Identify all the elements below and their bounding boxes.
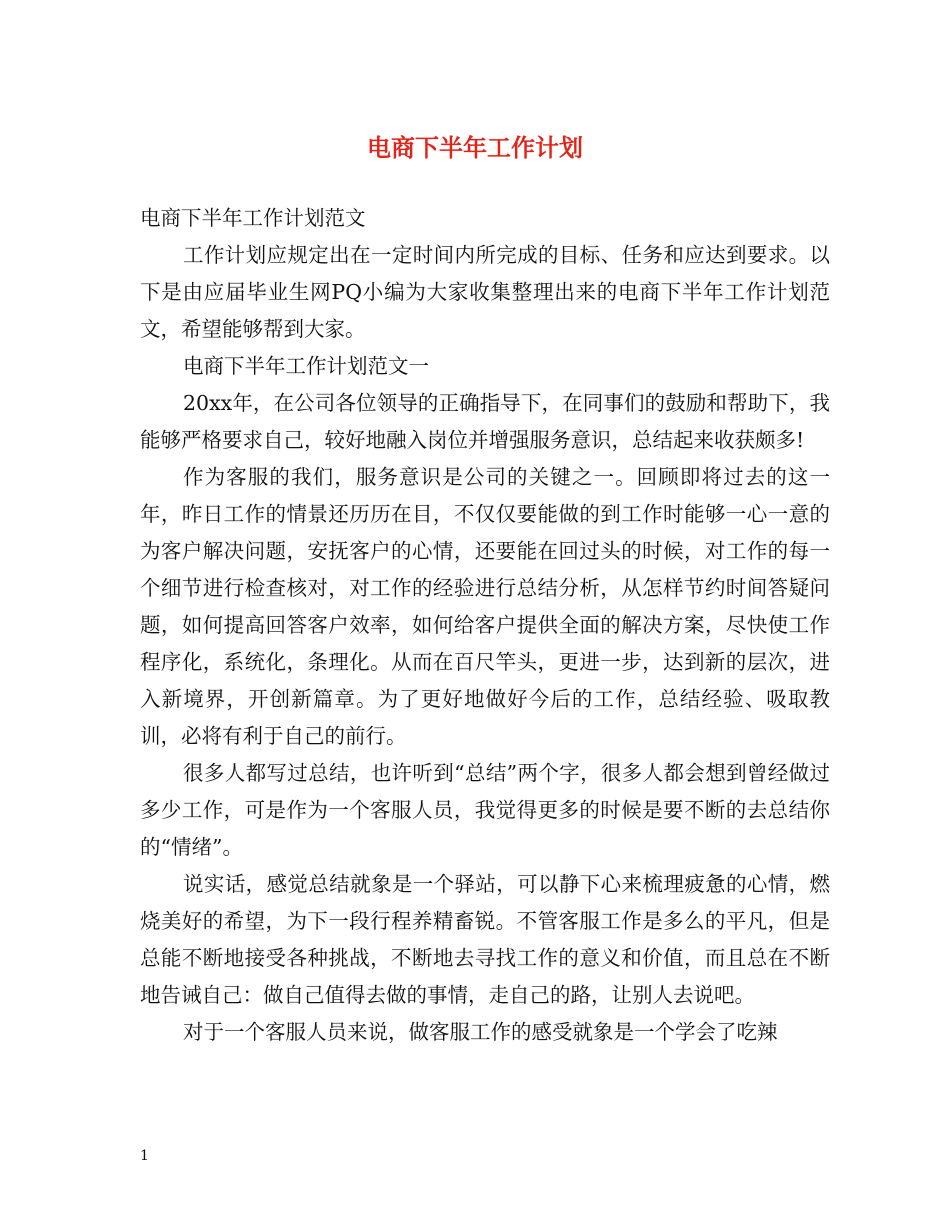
paragraph: 20xx年，在公司各位领导的正确指导下，在同事们的鼓励和帮助下，我能够严格要求自己，较好地融入岗位并增强服务意识，总结起来收获颇多! [140, 391, 830, 452]
paragraph-subtitle: 电商下半年工作计划范文 [140, 206, 366, 230]
paragraph: 作为客服的我们，服务意识是公司的关键之一。回顾即将过去的这一年，昨日工作的情景还历历在目，不仅仅要能做的到工作时能够一心一意的为客户解决问题，安抚客户的心情，还要能在回过头的时候，对工作的每一个细节进行检查核对，对工作的经验进行总结分析，从怎样节约时间答疑问题，如何提高回答客户效率，如何给客户提供全面的解决方案，尽快使工作程序化，系统化，条理化。从而在百尺竿头，更进一步，达到新的层次，进入新境界，开创新篇章。为了更好地做好今后的工作，总结经验、吸取教训，必将有利于自己的前行。 [140, 465, 830, 748]
section-heading: 电商下半年工作计划范文一 [183, 354, 429, 378]
paragraph: 很多人都写过总结，也许听到“总结”两个字，很多人都会想到曾经做过多少工作，可是作为一个客服人员，我觉得更多的时候是要不断的去总结你的“情绪”。 [140, 761, 830, 859]
paragraph: 工作计划应规定出在一定时间内所完成的目标、任务和应达到要求。以下是由应届毕业生网PQ小编为大家收集整理出来的电商下半年工作计划范文，希望能够帮到大家。 [140, 243, 830, 341]
document-title: 电商下半年工作计划 [367, 134, 583, 162]
page-number: 1 [140, 1148, 149, 1164]
paragraph: 对于一个客服人员来说，做客服工作的感受就象是一个学会了吃辣 [183, 1020, 778, 1044]
document-body [140, 200, 830, 1051]
paragraph: 说实话，感觉总结就象是一个驿站，可以静下心来梳理疲惫的心情，燃烧美好的希望，为下一段行程养精畜锐。不管客服工作是多么的平凡，但是总能不断地接受各种挑战，不断地去寻找工作的意义和价值，而且总在不断地告诫自己：做自己值得去做的事情，走自己的路，让别人去说吧。 [140, 872, 830, 1007]
